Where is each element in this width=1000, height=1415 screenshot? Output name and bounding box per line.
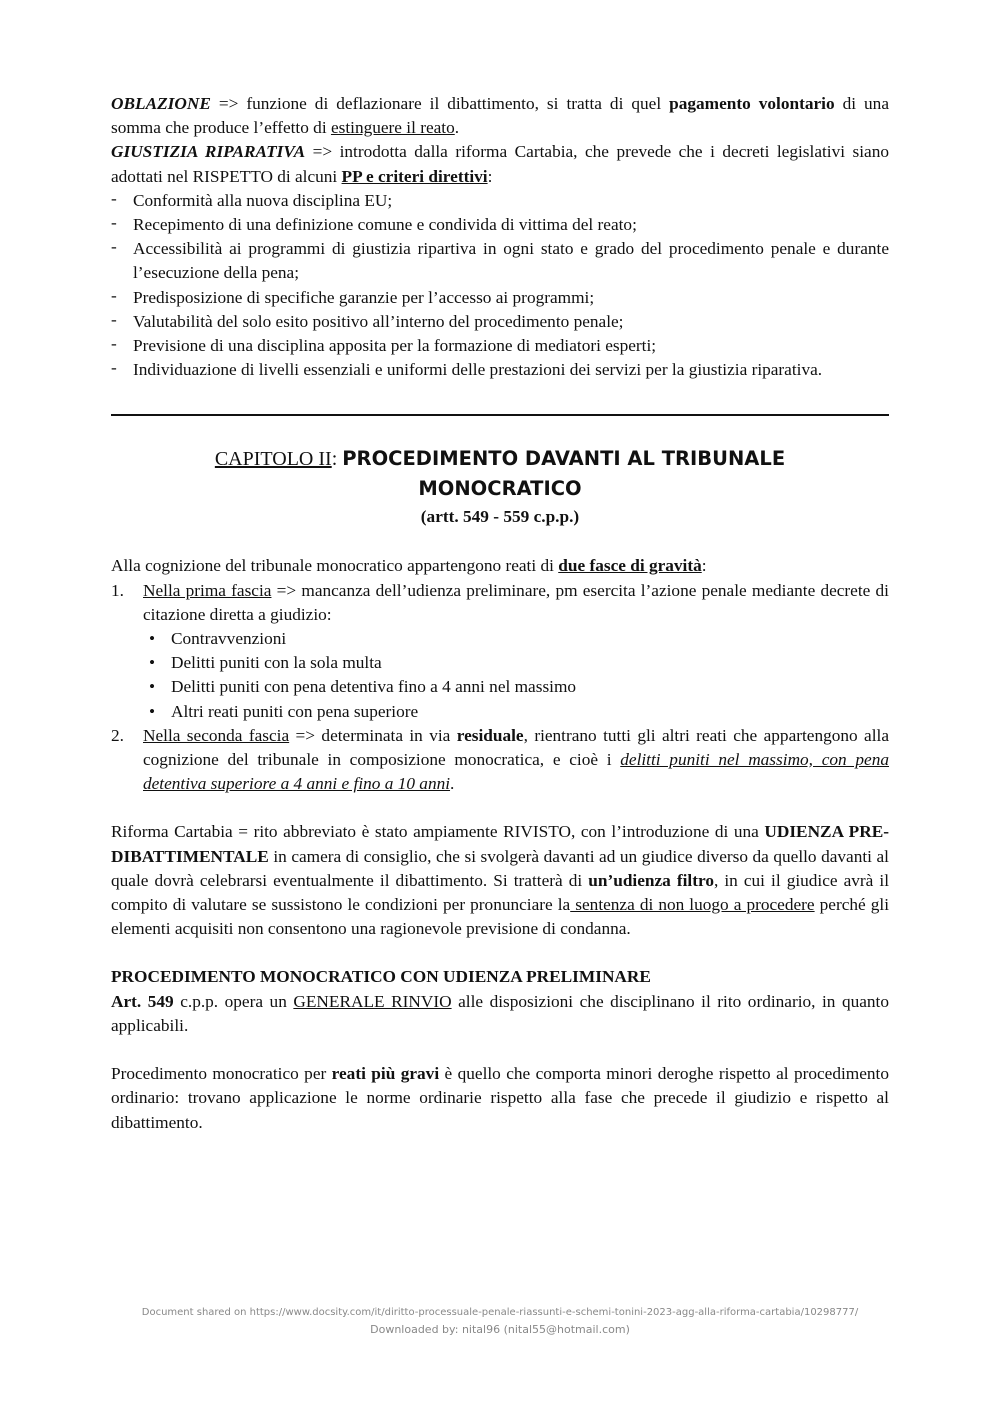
oblazione-text: => funzione di deflazionare il dibattimento, si tratta di quel [210,94,670,113]
giustizia-text: => introdotta dalla riforma Cartabia, che prevede che i decreti legislativi siano adottati nel RISPETTO di alcuni [111,142,889,186]
list-item: - Conformità alla nuova disciplina EU; [111,189,889,213]
footer-shared-link[interactable]: Document shared on https://www.docsity.com/it/diritto-processuale-penale-riassunti-e-schemi-tonini-2023-agg-alla-riforma-cartabia/10298777/ [141,1307,859,1318]
list-item: • Delitti puniti con pena detentiva fino a 4 anni nel massimo [149,675,889,699]
art-text1: c.p.p. opera un [173,991,294,1011]
item-number: 1. [111,580,124,600]
riforma-sentenza: sentenza di non luogo a procedere [570,895,815,915]
riforma-text4: perché gli elementi acquisiti non consentono una ragionevole previsione di condanna. [111,895,890,939]
chapter-label: CAPITOLO II [214,448,332,471]
art-text2: alle disposizioni che disciplinano il rito ordinario, in quanto applicabili. [111,991,889,1035]
oblazione-term: OBLAZIONE [111,94,211,113]
seconda-fascia-text2: , rientrano tutti gli altri reati che appartengono alla cognizione del tribunale in composizione monocratica, e cioè i [143,725,889,770]
item-number: 2. [111,725,124,745]
oblazione-underline: estinguere il reato [330,118,455,138]
list-item: • Altri reati puniti con pena superiore [149,700,889,724]
cognizione-intro-text: Alla cognizione del tribunale monocratico appartengono reati di [111,556,559,576]
riforma-text3: , in cui il giudice avrà il compito di valutare se sussistono le condizioni per pronunciare la [111,870,890,915]
list-item: - Individuazione di livelli essenziali e uniformi delle prestazioni dei servizi per la giustizia riparativa. [111,358,889,382]
generale-rinvio: GENERALE RINVIO [293,991,452,1011]
cognizione-intro [111,554,889,578]
prima-fascia-bullets [143,627,889,724]
chapter-title-line2: MONOCRATICO [418,477,582,501]
list-item: - Previsione di una disciplina apposita per la formazione di mediatori esperti; [111,334,889,358]
reati-text2: è quello che comporta minori deroghe rispetto al procedimento ordinario: trovano applicazione le norme ordinarie rispetto alla fase che precede il giudizio e rispetto al dibattimento. [111,1064,889,1132]
oblazione-text2: di una somma che produce l’effetto di [111,94,889,138]
art-549-label: Art. 549 [111,991,174,1011]
section-heading: PROCEDIMENTO MONOCRATICO CON UDIENZA PRELIMINARE [111,967,651,987]
giustizia-term: GIUSTIZIA RIPARATIVA [111,142,306,162]
giustizia-criteri: PP e criteri direttivi [341,166,488,186]
giustizia-paragraph [111,140,889,188]
seconda-fascia-end: . [450,774,455,794]
prima-fascia-text: => mancanza dell’udienza preliminare, pm esercita l’azione penale mediante decrete di citazione diretta a giudizio: [143,580,889,624]
seconda-fascia-label: Nella seconda fascia [143,725,290,745]
reati-piu-gravi: reati più gravi [331,1064,440,1084]
reati-gravi-paragraph [111,1062,889,1135]
fasce-list [111,579,889,797]
document-page [111,92,889,1135]
seconda-fascia-text1: => determinata in via [289,725,457,745]
seconda-fascia-bold: residuale [456,725,524,745]
seconda-fascia-delitti: delitti puniti nel massimo, con pena detentiva superiore a 4 anni e fino a 10 anni [143,750,889,794]
list-item [111,724,889,797]
cognizione-intro-end: : [701,556,707,576]
chapter-subtitle: (artt. 549 - 559 c.p.p.) [420,507,580,527]
reati-text1: Procedimento monocratico per [111,1064,332,1084]
list-item: - Predisposizione di specifiche garanzie per l’accesso ai programmi; [111,286,889,310]
oblazione-paragraph [111,92,889,140]
list-item: - Valutabilità del solo esito positivo all’interno del procedimento penale; [111,310,889,334]
chapter-heading [111,444,889,530]
riforma-filtro: un’udienza filtro [588,870,714,890]
riforma-udienza: UDIENZA PRE-DIBATTIMENTALE [111,822,889,866]
list-item: • Delitti puniti con la sola multa [149,651,889,675]
giustizia-criteria-list [111,189,889,383]
oblazione-end: . [454,118,460,138]
footer-downloaded-by: Downloaded by: nital96 (nital55@hotmail.com) [370,1323,630,1336]
giustizia-end: : [487,166,493,186]
riforma-text2: in camera di consiglio, che si svolgerà davanti ad un giudice diverso da quello davanti al quale dovrà celebrarsi eventualmente il dibattimento. Si tratterà di [111,846,889,890]
list-item [111,579,889,724]
list-item: - Recepimento di una definizione comune e condivida di vittima del reato; [111,213,889,237]
section-divider [111,414,889,416]
list-item: - Accessibilità ai programmi di giustizia ripartiva in ogni stato e grado del procedimento penale e durante l’esecuzione della pena; [111,237,889,285]
oblazione-bold: pagamento volontario [669,94,835,113]
chapter-colon: : [331,448,343,471]
cognizione-fasce: due fasce di gravità [558,556,702,576]
riforma-text1: Riforma Cartabia = rito abbreviato è stato ampiamente RIVISTO, con l’introduzione di una [111,822,765,842]
chapter-title-line1: PROCEDIMENTO DAVANTI AL TRIBUNALE [342,447,786,471]
prima-fascia-label: Nella prima fascia [143,580,272,600]
riforma-paragraph [111,820,889,941]
list-item: • Contravvenzioni [149,627,889,651]
art-549-paragraph [111,990,889,1038]
